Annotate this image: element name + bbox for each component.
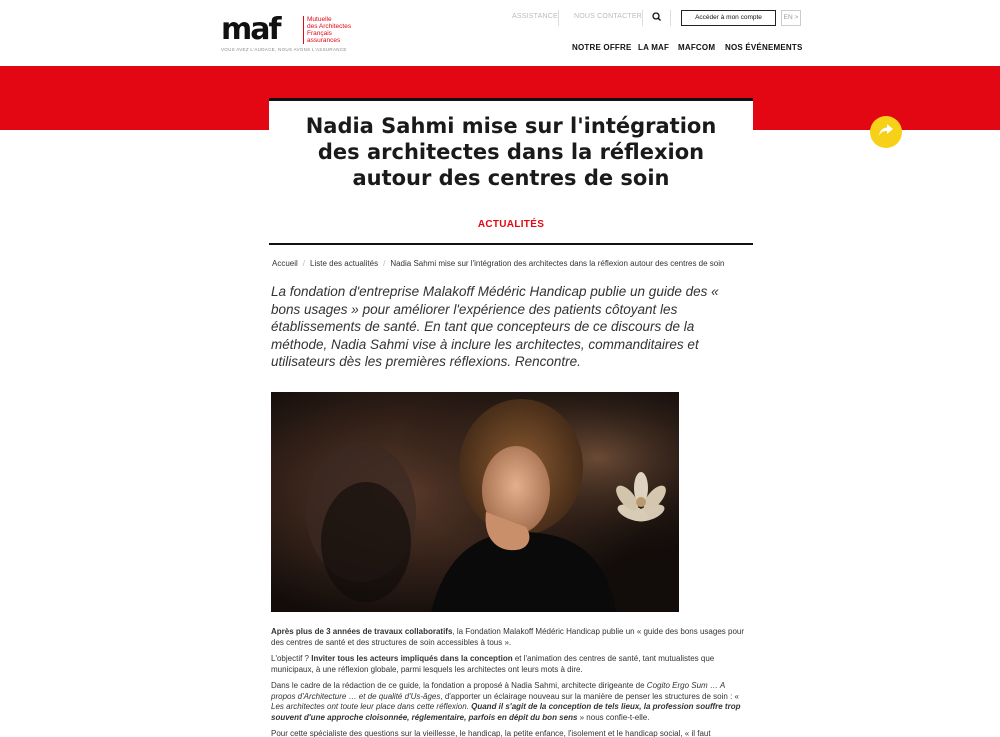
utility-divider bbox=[642, 10, 643, 26]
utility-divider bbox=[558, 10, 559, 26]
logo-line: assurances bbox=[307, 37, 341, 44]
logo-tagline: VOUS AVEZ L'AUDACE, NOUS AVONS L'ASSURANCE bbox=[221, 47, 347, 52]
article-photo bbox=[271, 392, 679, 612]
breadcrumb-home[interactable]: Accueil bbox=[272, 259, 298, 268]
logo-mark: maf bbox=[221, 12, 280, 47]
breadcrumb-news-list[interactable]: Liste des actualités bbox=[310, 259, 379, 268]
article-title-card bbox=[269, 98, 753, 245]
logo-line: Mutuelle bbox=[307, 16, 332, 23]
article-body bbox=[271, 627, 751, 737]
assistance-link[interactable]: ASSISTANCE bbox=[512, 13, 558, 20]
body-strong-quote: Quand il s'agit de la conception de tels lieux, la profession souffre trop souvent d'une approche cloisonnée, réglementaire, parfois en dépit du bon sens bbox=[271, 702, 741, 722]
body-text: L'objectif ? bbox=[271, 654, 312, 663]
account-button[interactable]: Accéder à mon compte bbox=[681, 10, 776, 26]
body-paragraph bbox=[271, 654, 751, 675]
body-paragraph bbox=[271, 681, 751, 723]
breadcrumb-separator: / bbox=[302, 259, 306, 268]
logo-line: Français bbox=[307, 30, 332, 37]
article-lead: La fondation d'entreprise Malakoff Médéric Handicap publie un guide des « bons usages » pour améliorer l'expérience des patients côtoyant les établissements de santé. En tant que concepteurs de ce discours de la méthode, Nadia Sahmi vise à inclure les architectes, commanditaires et utilisateurs dès les premières réflexions. Rencontre. bbox=[271, 284, 719, 369]
language-switch[interactable]: EN > bbox=[781, 10, 801, 26]
body-paragraph: Pour cette spécialiste des questions sur la vieillesse, le handicap, la petite enfance, l'isolement et le handicap social, « il faut bbox=[271, 729, 711, 737]
nav-la-maf[interactable]: LA MAF bbox=[638, 43, 670, 52]
body-text: , la Fondation Malakoff Médéric Handicap publie un « guide des bons usages pour des centres de santé et des structures de soin accessibles à tous ». bbox=[271, 627, 745, 647]
article-category[interactable]: ACTUALITÉS bbox=[477, 219, 545, 230]
contact-link[interactable]: NOUS CONTACTER bbox=[574, 13, 643, 20]
body-text: » nous confie-t-elle. bbox=[577, 712, 650, 722]
breadcrumb bbox=[272, 259, 724, 268]
logo-divider bbox=[303, 16, 304, 44]
body-paragraph bbox=[271, 627, 751, 648]
body-text: , d'apporter un éclairage nouveau sur la manière de penser les structures de soin : « bbox=[440, 691, 739, 701]
body-strong: Après plus de 3 années de travaux collaboratifs bbox=[271, 627, 453, 636]
body-strong: Inviter tous les acteurs impliqués dans la conception bbox=[311, 654, 513, 663]
share-button[interactable] bbox=[870, 116, 902, 148]
maf-logo[interactable] bbox=[221, 14, 361, 54]
body-quote: Les architectes ont toute leur place dans cette réflexion. bbox=[271, 702, 472, 711]
body-text: Dans le cadre de la rédaction de ce guide, la fondation a proposé à Nadia Sahmi, architecte dirigeante de bbox=[271, 681, 647, 690]
share-arrow-icon bbox=[878, 123, 894, 142]
nav-nos-evenements[interactable]: NOS ÉVÉNEMENTS bbox=[725, 43, 803, 52]
body-italic: Cogito Ergo Sum … A propos d'Architecture … et de qualité d'Us-âges bbox=[271, 681, 725, 701]
nav-notre-offre[interactable]: NOTRE OFFRE bbox=[572, 43, 632, 52]
breadcrumb-current: Nadia Sahmi mise sur l'intégration des architectes dans la réflexion autour des centres de soin bbox=[390, 259, 725, 268]
logo-text bbox=[307, 16, 367, 44]
nav-mafcom[interactable]: MAFCOM bbox=[678, 43, 716, 52]
site-header bbox=[0, 0, 1000, 66]
search-icon[interactable] bbox=[650, 10, 664, 24]
utility-divider bbox=[670, 10, 671, 26]
breadcrumb-separator: / bbox=[383, 259, 386, 268]
logo-line: des Architectes bbox=[307, 23, 352, 30]
article-title: Nadia Sahmi mise sur l'intégration des architectes dans la réflexion autour des centres de soin bbox=[305, 114, 717, 190]
body-text: et l'animation des centres de santé, tant mutualistes que municipaux, à une réflexion globale, parmi lesquels les architectes ont leurs mots à dire. bbox=[271, 654, 715, 674]
